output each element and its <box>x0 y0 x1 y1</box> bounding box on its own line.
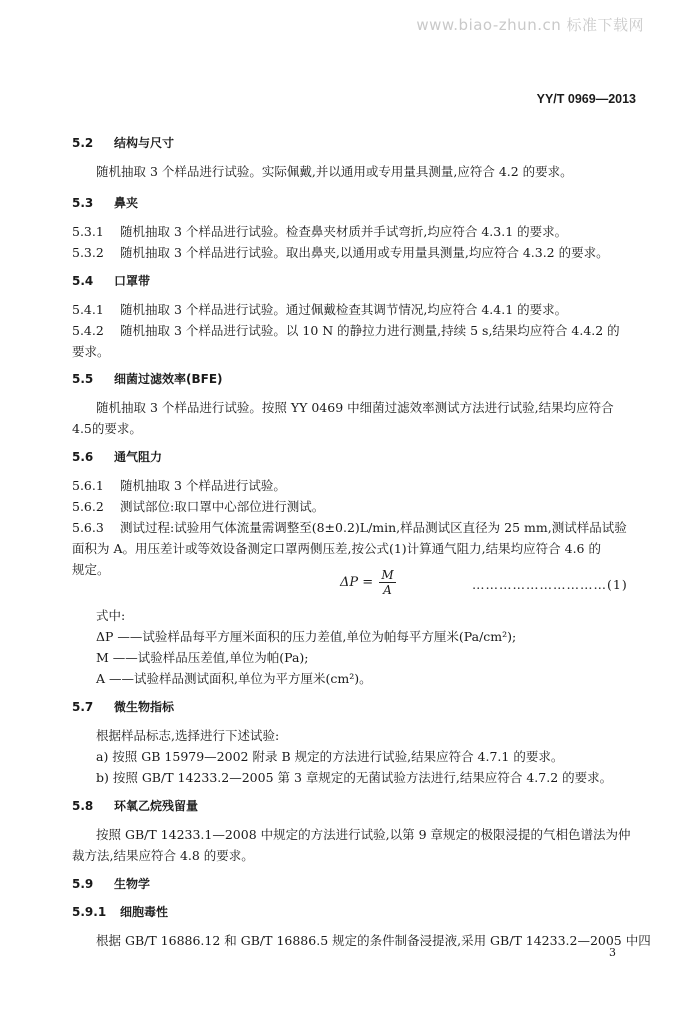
document-number: YY/T 0969—2013 <box>536 92 636 106</box>
section-5-9-heading: 5.9 生物学 <box>72 877 151 891</box>
section-5-7-item-a: a) 按照 GB 15979—2002 附录 B 规定的方法进行试验,结果应符合 4.7.1 的要求。 <box>96 749 564 764</box>
section-5-7-item-b: b) 按照 GB/T 14233.2—2005 第 3 章规定的无菌试验方法进行,结果应符合 4.7.2 的要求。 <box>96 770 613 785</box>
section-5-2-text: 随机抽取 3 个样品进行试验。实际佩戴,并以通用或专用量具测量,应符合 4.2 的要求。 <box>96 164 573 179</box>
section-5-6-1: 5.6.1 随机抽取 3 个样品进行试验。 <box>72 478 286 493</box>
section-5-4-1: 5.4.1 随机抽取 3 个样品进行试验。通过佩戴检查其调节情况,均应符合 4.4.1 的要求。 <box>72 302 568 317</box>
section-5-5-text: 随机抽取 3 个样品进行试验。按照 YY 0469 中细菌过滤效率测试方法进行试验,结果均应符合 <box>96 400 614 415</box>
section-5-2-heading: 5.2 结构与尺寸 <box>72 136 175 150</box>
section-5-3-1: 5.3.1 随机抽取 3 个样品进行试验。检查鼻夹材质并手试弯折,均应符合 4.3.1 的要求。 <box>72 224 568 239</box>
section-5-8-heading: 5.8 环氧乙烷残留量 <box>72 799 199 813</box>
page-number: 3 <box>609 946 616 959</box>
where-label: 式中: <box>96 608 126 623</box>
section-5-4-2: 5.4.2 随机抽取 3 个样品进行试验。以 10 N 的静拉力进行测量,持续 5 s,结果均应符合 4.4.2 的 <box>72 323 620 338</box>
section-5-7-text: 根据样品标志,选择进行下述试验: <box>96 728 280 743</box>
section-5-4-2-cont: 要求。 <box>72 344 110 359</box>
section-5-6-heading: 5.6 通气阻力 <box>72 450 163 464</box>
formula-fraction <box>379 568 395 597</box>
section-5-8-text: 按照 GB/T 14233.1—2008 中规定的方法进行试验,以第 9 章规定的极限浸提的气相色谱法为仲 <box>96 827 631 842</box>
section-5-3-2: 5.3.2 随机抽取 3 个样品进行试验。取出鼻夹,以通用或专用量具测量,均应符合 4.3.2 的要求。 <box>72 245 609 260</box>
where-item-dp: ΔP ——试验样品每平方厘米面积的压力差值,单位为帕每平方厘米(Pa/cm²); <box>96 629 517 644</box>
formula-1 <box>340 568 396 597</box>
formula-lhs: ΔP = <box>340 575 374 590</box>
where-item-m: M ——试验样品压差值,单位为帕(Pa); <box>96 650 309 665</box>
equation-number: …………………………(1) <box>472 577 628 592</box>
section-5-6-3-cont2: 规定。 <box>72 562 110 577</box>
section-5-8-text-cont: 裁方法,结果应符合 4.8 的要求。 <box>72 848 254 863</box>
formula-numerator: M <box>381 568 394 582</box>
section-5-6-3-cont: 面积为 A。用压差计或等效设备测定口罩两侧压差,按公式(1)计算通气阻力,结果均应符合 4.6 的 <box>72 541 601 556</box>
where-item-a: A ——试验样品测试面积,单位为平方厘米(cm²)。 <box>96 671 372 686</box>
formula-denominator: A <box>383 583 392 597</box>
section-5-6-3: 5.6.3 测试过程:试验用气体流量需调整至(8±0.2)L/min,样品测试区直径为 25 mm,测试样品试验 <box>72 520 627 535</box>
section-5-3-heading: 5.3 鼻夹 <box>72 196 139 210</box>
section-5-6-2: 5.6.2 测试部位:取口罩中心部位进行测试。 <box>72 499 325 514</box>
section-5-7-heading: 5.7 微生物指标 <box>72 700 175 714</box>
section-5-5-text-cont: 4.5的要求。 <box>72 421 142 436</box>
section-5-9-1-text: 根据 GB/T 16886.12 和 GB/T 16886.5 规定的条件制备浸提液,采用 GB/T 14233.2—2005 中四 <box>96 933 651 948</box>
section-5-4-heading: 5.4 口罩带 <box>72 274 151 288</box>
section-5-5-heading: 5.5 细菌过滤效率(BFE) <box>72 372 223 386</box>
section-5-9-1-heading: 5.9.1 细胞毒性 <box>72 905 169 919</box>
watermark: www.biao-zhun.cn 标准下载网 <box>416 16 644 34</box>
